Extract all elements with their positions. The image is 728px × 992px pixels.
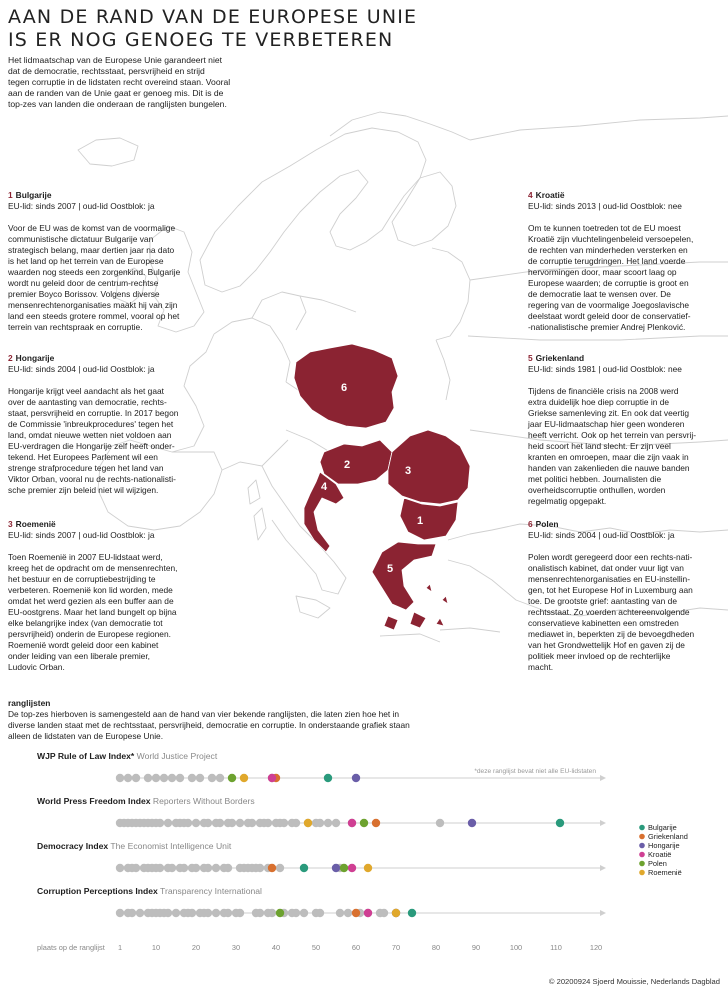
country-text: Hongarije krijgt veel aandacht als het gaat over de aantasting van democratie, rechts- staat, persvrijheid en corruptie. In 2017 begon de Commissie 'inbreukprocedures' tegen het land, omdat nieuwe wetten niet voldoen aan EU-verdragen die Hongarije zelf heeft onder- tekend. Het Europees Parlement wil een strenge strafprocedure tegen het land van Viktor Orban, vooral nu de rechts-nationalisti- sche premier zijn beleid niet wil wijzigen.: [8, 386, 179, 495]
x-tick-label: 50: [311, 943, 321, 952]
country-meta: EU-lid: sinds 2007 | oud-lid Oostblok: ja: [8, 530, 155, 540]
map-label-1: 1: [416, 515, 424, 527]
country-dot-roemenië: [392, 909, 400, 917]
map-label-2: 2: [343, 459, 351, 471]
other-country-dot: [168, 864, 176, 872]
country-dot-roemenië: [240, 774, 248, 782]
country-dot-polen: [228, 774, 236, 782]
country-meta: EU-lid: sinds 1981 | oud-lid Oostblok: nee: [528, 364, 682, 374]
index-label: WJP Rule of Law Index* World Justice Project: [37, 751, 218, 761]
country-text: Toen Roemenië in 2007 EU-lidstaat werd, kreeg het de opdracht om de mensenrechten, het bestuur en de corruptiebestrijding te verbeteren. Roemenië kon lid worden, mede omdat het werd gezien als een buffer aan de EU-oostgrens. Maar het land bungelt op bijna elke belangrijke index (van democratie tot persvrijheid) onderin de Europese regionen. Roemenië wordt geleid door een kabinet onder leiding van een liberale premier, Ludovic Orban.: [8, 552, 178, 672]
country-dot-kroatië: [268, 774, 276, 782]
other-country-dot: [316, 909, 324, 917]
legend-label-hongarije: Hongarije: [648, 841, 680, 850]
other-country-dot: [184, 819, 192, 827]
country-dot-hongarije: [352, 774, 360, 782]
other-country-dot: [116, 909, 124, 917]
other-country-dot: [256, 864, 264, 872]
country-block-kroatie: [528, 190, 724, 333]
other-country-dot: [436, 819, 444, 827]
other-country-dot: [192, 864, 200, 872]
country-dot-kroatië: [348, 864, 356, 872]
other-country-dot: [332, 819, 340, 827]
index-label: Corruption Perceptions Index Transparency International: [37, 886, 262, 896]
country-dot-roemenië: [364, 864, 372, 872]
country-text: Tijdens de financiële crisis na 2008 werd extra duidelijk hoe diep corruptie in de Griekse samenleving zit. En ook dat veertig jaar EU-lidmaatschap hier geen wonderen heeft verricht. Ook op het terrein van persvrij- heid scoort het land slecht. Er zijn veel kranten en omroepen, maar die zijn vaak in handen van zakenlieden die nauwe banden met politici hebben. Journalisten die overheidscorruptie onthullen, worden regelmatig opgepakt.: [528, 386, 697, 506]
legend-dot-hongarije: [639, 843, 645, 849]
country-dot-bulgarije: [408, 909, 416, 917]
x-tick-label: 90: [471, 943, 481, 952]
country-block-griekenland: [528, 353, 724, 507]
x-tick-label: 120: [589, 943, 603, 952]
legend-dot-bulgarije: [639, 825, 645, 831]
country-heading: 6 Polen: [528, 519, 559, 529]
country-dot-hongarije: [332, 864, 340, 872]
country-block-polen: [528, 519, 724, 673]
legend-label-griekenland: Griekenland: [648, 832, 688, 841]
other-country-dot: [164, 819, 172, 827]
other-country-dot: [168, 774, 176, 782]
index-note: *deze ranglijst bevat niet alle EU-lidstaten: [474, 768, 596, 775]
other-country-dot: [236, 819, 244, 827]
legend-dot-kroatië: [639, 852, 645, 858]
country-dot-griekenland: [372, 819, 380, 827]
country-dot-griekenland: [352, 909, 360, 917]
map-label-5: 5: [386, 563, 394, 575]
index-label: Democracy Index The Economist Intelligence Unit: [37, 841, 232, 851]
other-country-dot: [292, 909, 300, 917]
country-dot-polen: [276, 909, 284, 917]
intro-text: Het lidmaatschap van de Europese Unie garandeert niet dat de democratie, rechtsstaat, persvrijheid en strijd tegen corruptie in de lidstaten recht overeind staan. Vooral aan de randen van de Unie gaat er genoeg mis. Dit is de top-zes van landen die onderaan de ranglijsten bungelen.: [8, 55, 231, 109]
country-dot-polen: [340, 864, 348, 872]
x-tick-label: 110: [550, 943, 562, 952]
country-heading: 4 Kroatië: [528, 190, 565, 200]
x-tick-label: 1: [117, 943, 123, 952]
other-country-dot: [188, 774, 196, 782]
other-country-dot: [236, 909, 244, 917]
legend-dot-polen: [639, 861, 645, 867]
other-country-dot: [344, 909, 352, 917]
other-country-dot: [212, 864, 220, 872]
other-country-dot: [132, 864, 140, 872]
country-dot-bulgarije: [324, 774, 332, 782]
other-country-dot: [216, 819, 224, 827]
other-country-dot: [248, 819, 256, 827]
country-meta: EU-lid: sinds 2007 | oud-lid Oostblok: ja: [8, 201, 155, 211]
country-block-roemenie: [8, 519, 218, 673]
other-country-dot: [280, 819, 288, 827]
country-dot-kroatië: [348, 819, 356, 827]
other-country-dot: [172, 909, 180, 917]
ranglijsten-text: De top-zes hierboven is samengesteld aan de hand van vier bekende ranglijsten, die laten zien hoe het in diverse landen staat met de rechtsstaat, persvrijheid, democratie en corruptie. In onderstaande grafiek staan alleen de lidstaten van de Europese Unie.: [8, 709, 410, 741]
other-country-dot: [204, 819, 212, 827]
x-tick-label: 10: [151, 943, 161, 952]
other-country-dot: [316, 819, 324, 827]
x-tick-label: 60: [351, 943, 361, 952]
other-country-dot: [300, 909, 308, 917]
legend-dot-griekenland: [639, 834, 645, 840]
ranking-dot-chart: [0, 744, 728, 964]
x-axis-label: plaats op de ranglijst: [37, 943, 105, 952]
country-heading: 3 Roemenië: [8, 519, 56, 529]
x-tick-label: 100: [509, 943, 523, 952]
x-tick-label: 80: [431, 943, 441, 952]
index-axis-arrow: [600, 820, 606, 826]
other-country-dot: [116, 774, 124, 782]
country-dot-roemenië: [304, 819, 312, 827]
country-dot-polen: [360, 819, 368, 827]
other-country-dot: [144, 774, 152, 782]
country-dot-hongarije: [468, 819, 476, 827]
country-heading: 5 Griekenland: [528, 353, 585, 363]
other-country-dot: [188, 909, 196, 917]
other-country-dot: [292, 819, 300, 827]
other-country-dot: [156, 864, 164, 872]
country-block-hongarije: [8, 353, 218, 496]
other-country-dot: [224, 864, 232, 872]
country-heading: 2 Hongarije: [8, 353, 55, 363]
legend-label-bulgarije: Bulgarije: [648, 823, 677, 832]
other-country-dot: [164, 909, 172, 917]
other-country-dot: [132, 774, 140, 782]
x-tick-label: 20: [191, 943, 201, 952]
other-country-dot: [180, 864, 188, 872]
country-meta: EU-lid: sinds 2004 | oud-lid Oostblok: ja: [8, 364, 155, 374]
other-country-dot: [228, 819, 236, 827]
other-country-dot: [136, 909, 144, 917]
other-country-dot: [336, 909, 344, 917]
country-text: Polen wordt geregeerd door een rechts-nati- onalistisch kabinet, dat onder vuur ligt van mensenrechtenorganisaties en EU-instellin- gen, tot het Europese Hof in Luxemburg aan toe. De grootste grief: aantasting van de rechtsstaat. Zo voerden achtereenvolgende conservatieve kabinetten een omstreden mediawet in, beperkten zij de bevoegdheden van het Grondwettelijk Hof en gaven zij de politiek meer invloed op de rechterlijke macht.: [528, 552, 695, 672]
x-tick-label: 30: [231, 943, 241, 952]
country-dot-bulgarije: [556, 819, 564, 827]
ranglijsten-heading: ranglijsten: [8, 698, 51, 708]
other-country-dot: [212, 909, 220, 917]
other-country-dot: [176, 774, 184, 782]
other-country-dot: [276, 864, 284, 872]
index-label: World Press Freedom Index Reporters Without Borders: [37, 796, 255, 806]
other-country-dot: [256, 909, 264, 917]
other-country-dot: [160, 774, 168, 782]
country-dot-griekenland: [268, 864, 276, 872]
legend-dot-roemenië: [639, 870, 645, 876]
country-dot-bulgarije: [300, 864, 308, 872]
map-label-4: 4: [320, 481, 328, 493]
country-meta: EU-lid: sinds 2013 | oud-lid Oostblok: nee: [528, 201, 682, 211]
other-country-dot: [124, 774, 132, 782]
country-meta: EU-lid: sinds 2004 | oud-lid Oostblok: ja: [528, 530, 675, 540]
other-country-dot: [264, 819, 272, 827]
x-tick-label: 40: [271, 943, 281, 952]
other-country-dot: [116, 864, 124, 872]
legend-label-kroatië: Kroatië: [648, 850, 672, 859]
other-country-dot: [224, 909, 232, 917]
other-country-dot: [152, 774, 160, 782]
other-country-dot: [156, 819, 164, 827]
other-country-dot: [196, 774, 204, 782]
other-country-dot: [208, 774, 216, 782]
other-country-dot: [192, 819, 200, 827]
map-label-6: 6: [340, 382, 348, 394]
legend-label-roemenië: Roemenië: [648, 868, 682, 877]
other-country-dot: [204, 909, 212, 917]
x-tick-label: 70: [391, 943, 401, 952]
other-country-dot: [268, 909, 276, 917]
country-heading: 1 Bulgarije: [8, 190, 52, 200]
ranglijsten-section: [8, 698, 628, 742]
map-label-3: 3: [404, 465, 412, 477]
country-dot-kroatië: [364, 909, 372, 917]
country-text: Om te kunnen toetreden tot de EU moest Kroatië zijn vluchtelingenbeleid versoepelen, de rechten van minderheden versterken en de corruptie terugdringen. Het land voerde hervormingen door, maar scoort laag op Europese waarden; de corruptie is groot en de democratie laat te wensen over. De regering van de voormalige Joegoslavische deelstaat wordt geleid door de conservatief- -nationalistische premier Andrej Plenković.: [528, 223, 694, 332]
index-axis-arrow: [600, 865, 606, 871]
other-country-dot: [128, 909, 136, 917]
page-title: AAN DE RAND VAN DE EUROPESE UNIE IS ER NOG GENOEG TE VERBETEREN: [8, 6, 418, 51]
other-country-dot: [204, 864, 212, 872]
country-block-bulgarije: [8, 190, 218, 333]
other-country-dot: [380, 909, 388, 917]
index-axis-arrow: [600, 910, 606, 916]
index-axis-arrow: [600, 775, 606, 781]
other-country-dot: [216, 774, 224, 782]
other-country-dot: [324, 819, 332, 827]
credit-line: © 20200924 Sjoerd Mouissie, Nederlands Dagblad: [548, 977, 720, 986]
legend-label-polen: Polen: [648, 859, 667, 868]
country-text: Voor de EU was de komst van de voormalige communistische dictatuur Bulgarije van strategisch belang, maar dertien jaar na dato is het land op het terrein van de Europese waarden nog steeds een zorgenkind. Bulgarije wordt nu geleid door de centrum-rechtse premier Boyco Borissov. Volgens diverse mensenrechtenorganisaties maakt hij van zijn land een steeds grotere rommel, vooral op het terrein van rechtspraak en corruptie.: [8, 223, 181, 332]
